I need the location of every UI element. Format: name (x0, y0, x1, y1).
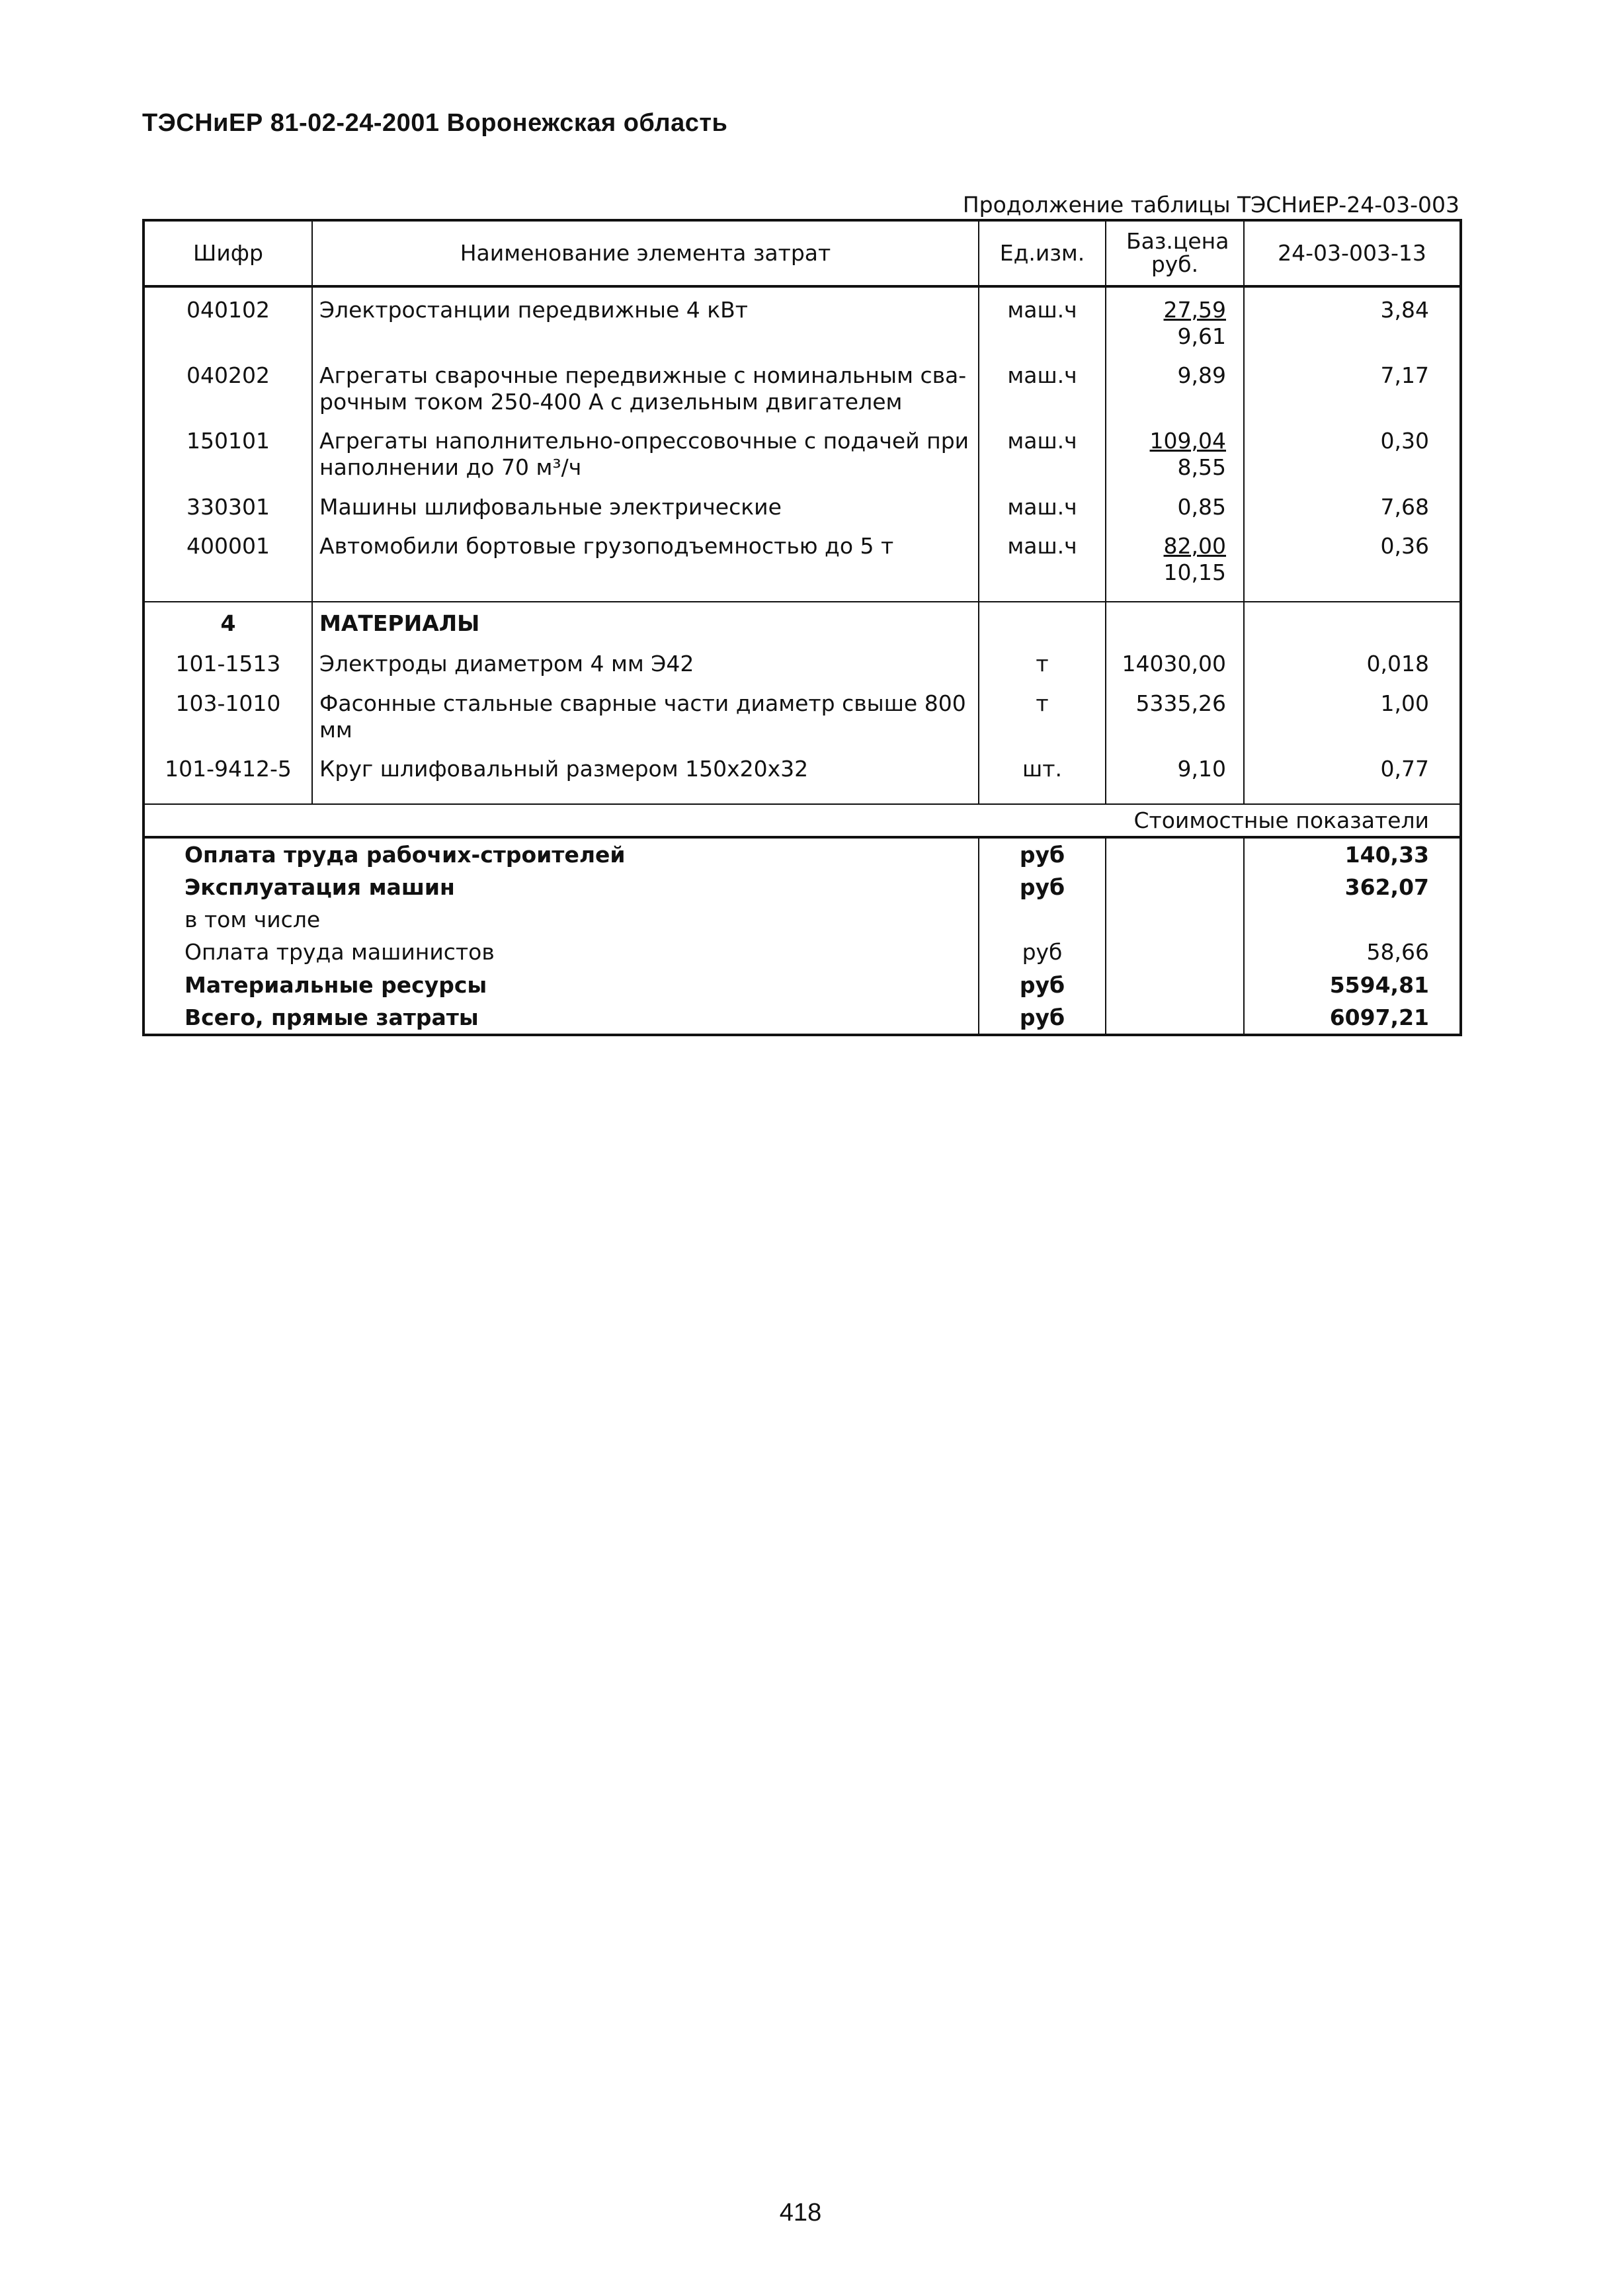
summary-unit: руб (979, 969, 1106, 1001)
row-name: Агрегаты сварочные передвижные с номинальным сва-рочным током 250-400 А с дизельным двигателем (312, 353, 979, 419)
row-norm: 0,77 (1244, 747, 1461, 786)
row-norm: 0,36 (1244, 524, 1461, 589)
price-main: 109,04 (1149, 428, 1226, 454)
row-price: 9,89 (1106, 353, 1244, 419)
summary-value (1244, 903, 1461, 936)
row-code: 040102 (144, 286, 312, 353)
row-spacer (144, 589, 1461, 602)
row-name: Круг шлифовальный размером 150х20х32 (312, 747, 979, 786)
summary-value: 5594,81 (1244, 969, 1461, 1001)
table-row (144, 419, 1461, 484)
row-name: Электроды диаметром 4 мм Э42 (312, 641, 979, 681)
row-spacer (144, 786, 1461, 804)
row-norm: 1,00 (1244, 681, 1461, 747)
page-number: 418 (779, 2199, 822, 2227)
section-title: МАТЕРИАЛЫ (312, 602, 979, 641)
summary-label: Материальные ресурсы (144, 969, 979, 1001)
row-price (1106, 419, 1244, 484)
row-norm: 7,17 (1244, 353, 1461, 419)
table-row (144, 524, 1461, 589)
row-code: 101-9412-5 (144, 747, 312, 786)
row-price: 0,85 (1106, 485, 1244, 524)
row-name: Электростанции передвижные 4 кВт (312, 286, 979, 353)
summary-value: 58,66 (1244, 936, 1461, 968)
table-row (144, 681, 1461, 747)
summary-unit (979, 903, 1106, 936)
row-unit: маш.ч (979, 286, 1106, 353)
row-code: 103-1010 (144, 681, 312, 747)
table-row (144, 641, 1461, 681)
row-unit: маш.ч (979, 353, 1106, 419)
summary-value: 362,07 (1244, 871, 1461, 903)
row-price: 5335,26 (1106, 681, 1244, 747)
row-norm: 0,018 (1244, 641, 1461, 681)
row-name: Агрегаты наполнительно-опрессовочные с подачей при наполнении до 70 м³/ч (312, 419, 979, 484)
row-norm: 0,30 (1244, 419, 1461, 484)
row-name: Машины шлифовальные электрические (312, 485, 979, 524)
summary-unit: руб (979, 936, 1106, 968)
table-row (144, 485, 1461, 524)
row-price: 9,10 (1106, 747, 1244, 786)
summary-unit: руб (979, 1001, 1106, 1035)
resource-table (142, 219, 1462, 1036)
summary-value: 140,33 (1244, 837, 1461, 871)
summary-label: Оплата труда машинистов (144, 936, 979, 968)
row-norm: 7,68 (1244, 485, 1461, 524)
row-unit: т (979, 641, 1106, 681)
row-price (1106, 286, 1244, 353)
table-header-row (144, 220, 1461, 286)
row-unit: шт. (979, 747, 1106, 786)
row-code: 400001 (144, 524, 312, 589)
row-code: 040202 (144, 353, 312, 419)
summary-row (144, 936, 1461, 968)
row-norm: 3,84 (1244, 286, 1461, 353)
cost-indicators-caption: Стоимостные показатели (1106, 804, 1461, 837)
column-header-price: Баз.цена руб. (1106, 220, 1244, 286)
price-wage: 10,15 (1163, 559, 1226, 585)
section-code: 4 (144, 602, 312, 641)
cost-indicators-caption-row (144, 804, 1461, 837)
row-price: 14030,00 (1106, 641, 1244, 681)
summary-unit: руб (979, 871, 1106, 903)
summary-value: 6097,21 (1244, 1001, 1461, 1035)
row-code: 330301 (144, 485, 312, 524)
summary-unit: руб (979, 837, 1106, 871)
table-row (144, 353, 1461, 419)
column-header-unit: Ед.изм. (979, 220, 1106, 286)
row-name: Фасонные стальные сварные части диаметр свыше 800 мм (312, 681, 979, 747)
price-main: 27,59 (1163, 297, 1226, 323)
price-main: 82,00 (1163, 533, 1226, 559)
document-title: ТЭСНиЕР 81-02-24-2001 Воронежская область (142, 109, 728, 137)
row-unit: т (979, 681, 1106, 747)
column-header-code: Шифр (144, 220, 312, 286)
row-code: 101-1513 (144, 641, 312, 681)
table-row (144, 747, 1461, 786)
price-wage: 9,61 (1177, 323, 1226, 349)
summary-row (144, 903, 1461, 936)
row-name: Автомобили бортовые грузоподъемностью до 5 т (312, 524, 979, 589)
row-price (1106, 524, 1244, 589)
summary-row (144, 871, 1461, 903)
table-continuation-caption: Продолжение таблицы ТЭСНиЕР-24-03-003 (962, 192, 1459, 218)
summary-label: Оплата труда рабочих-строителей (144, 837, 979, 871)
summary-row (144, 837, 1461, 871)
summary-label: Всего, прямые затраты (144, 1001, 979, 1035)
column-header-norm: 24-03-003-13 (1244, 220, 1461, 286)
row-unit: маш.ч (979, 524, 1106, 589)
row-code: 150101 (144, 419, 312, 484)
summary-row (144, 969, 1461, 1001)
summary-row (144, 1001, 1461, 1035)
price-wage: 8,55 (1177, 454, 1226, 480)
summary-label: в том числе (144, 903, 979, 936)
row-unit: маш.ч (979, 419, 1106, 484)
section-row-materials (144, 602, 1461, 641)
table-row (144, 286, 1461, 353)
summary-label: Эксплуатация машин (144, 871, 979, 903)
row-unit: маш.ч (979, 485, 1106, 524)
column-header-name: Наименование элемента затрат (312, 220, 979, 286)
